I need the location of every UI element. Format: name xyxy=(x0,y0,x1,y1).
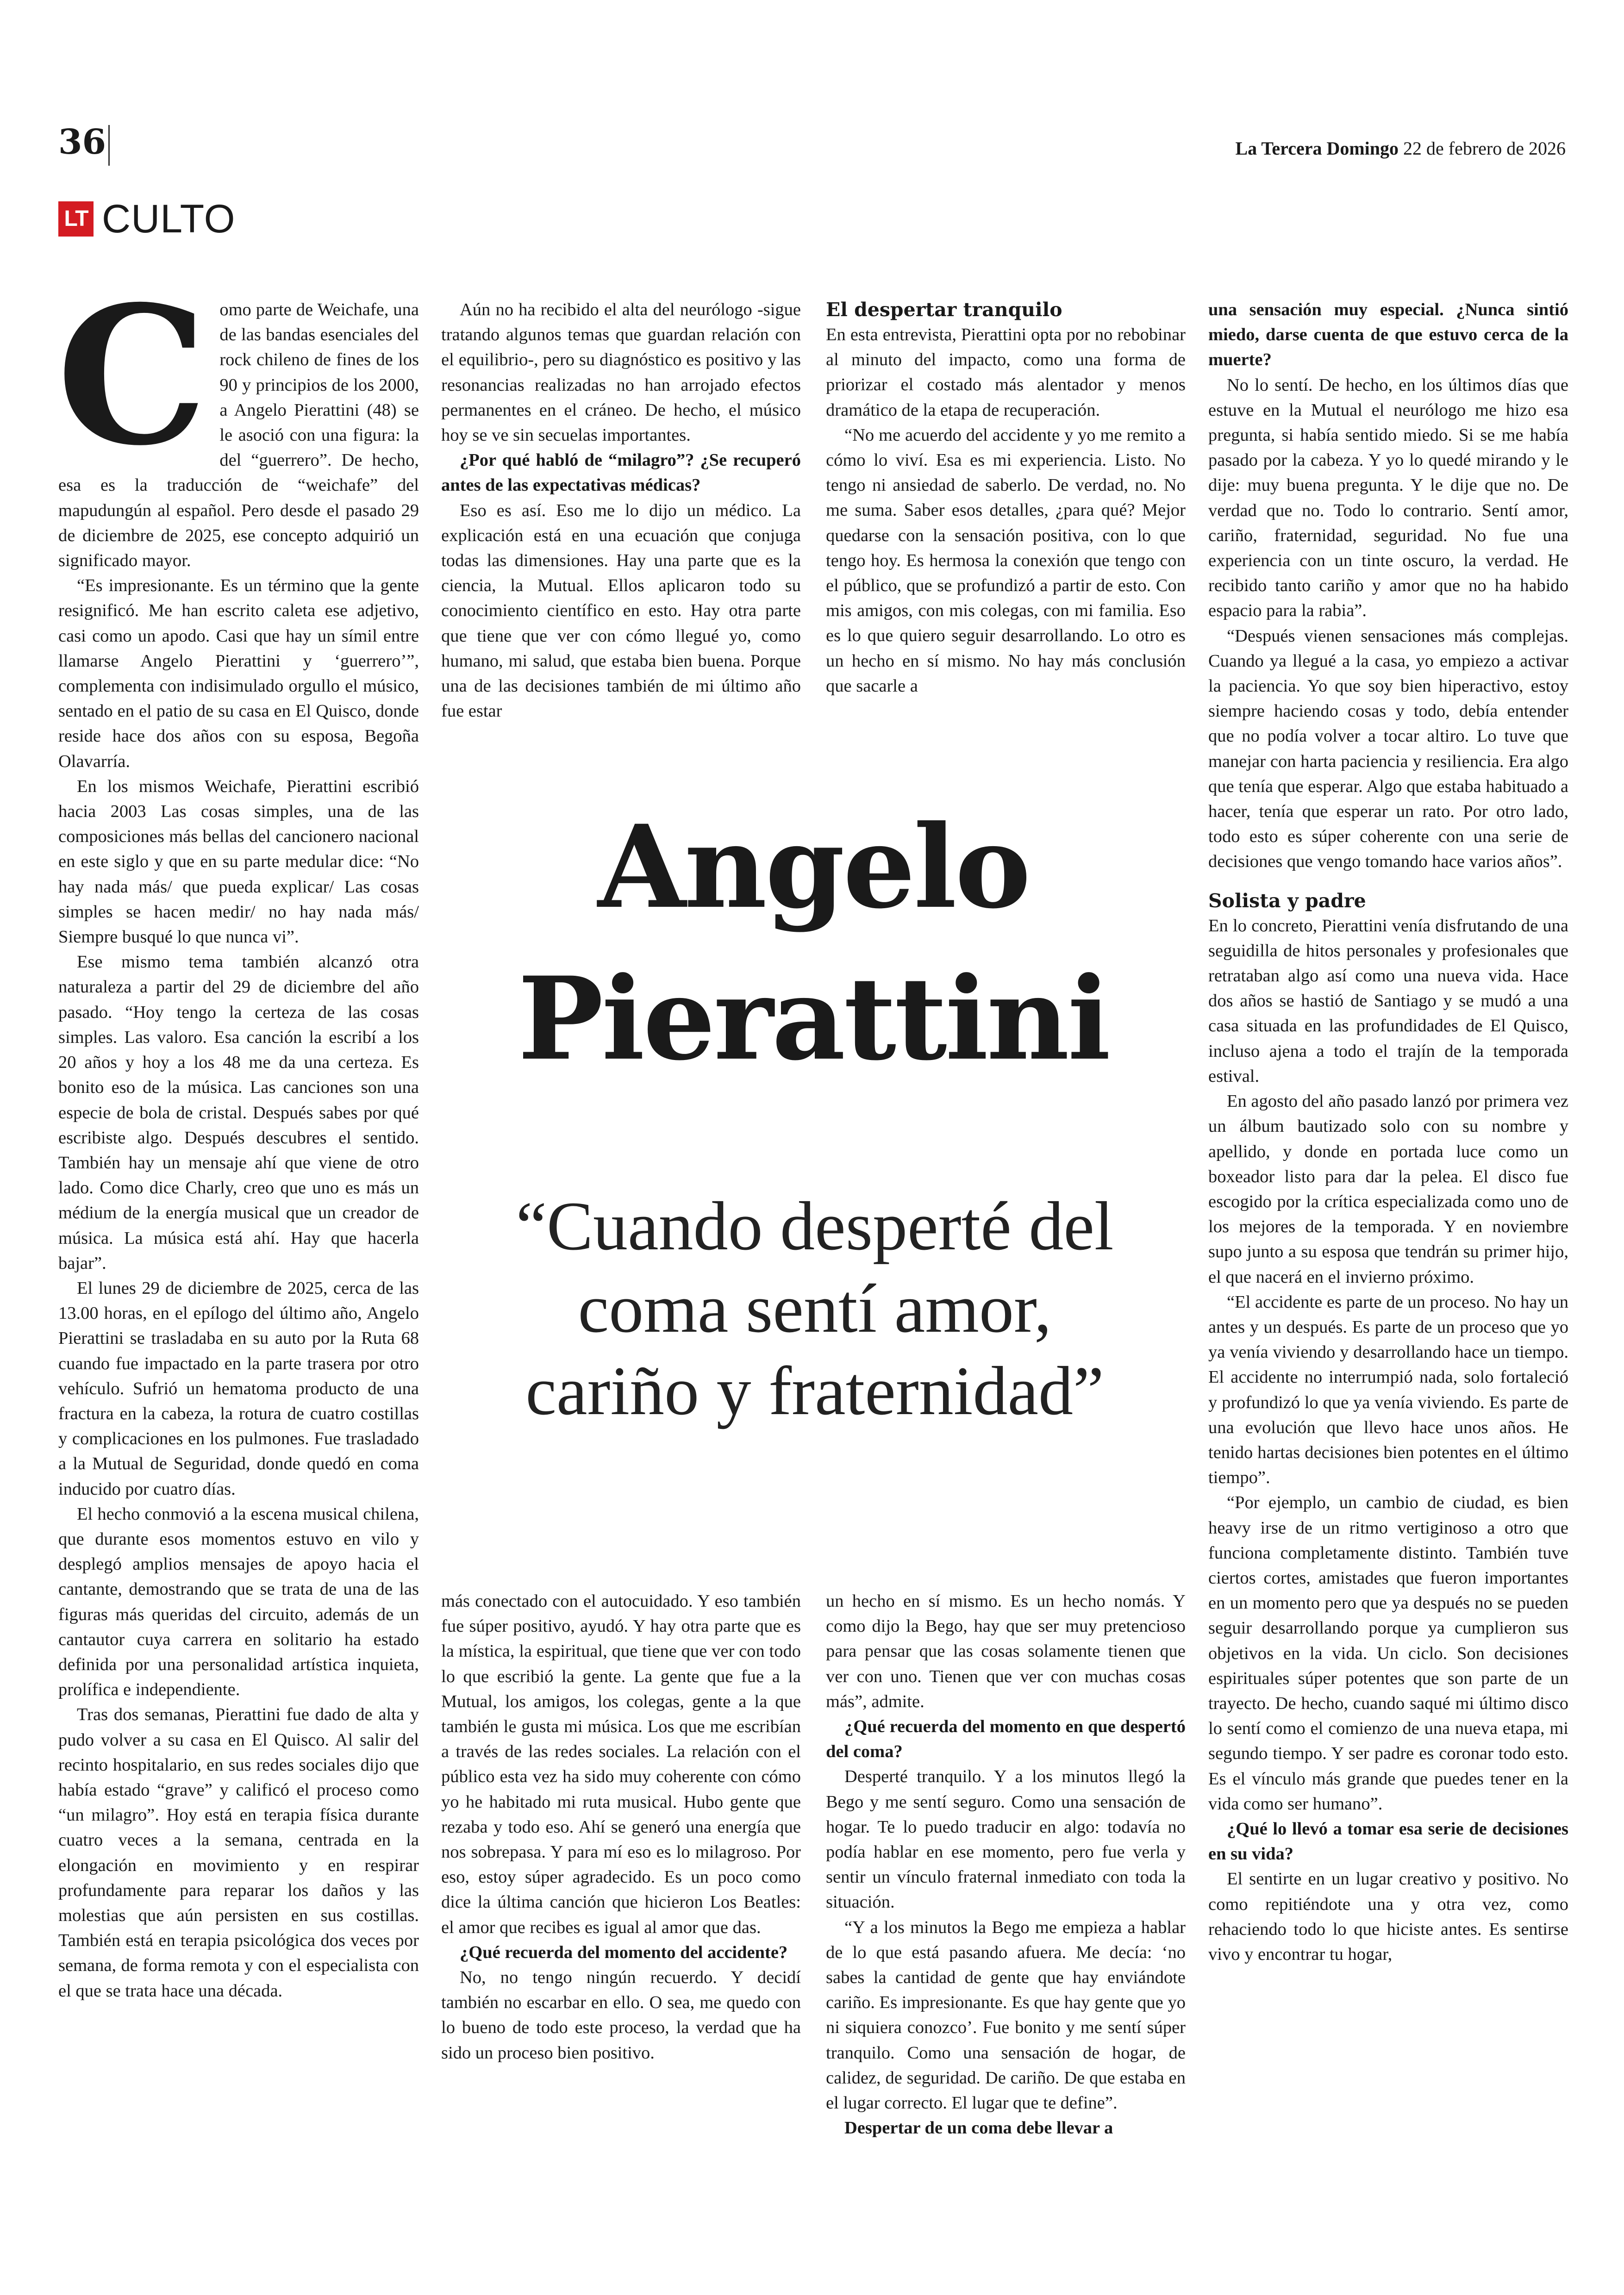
paragraph: omo parte de Weichafe, una de las bandas esenciales del rock chileno de fines de los 90 y principios de los 2000, a Angelo Pierattini (48) se le asoció con una figura: la del “guerrero”. De hecho, esa es la traducción de “weichafe” del mapudungún al español. Pero desde el pasado 29 de diciembre de 2025, ese concepto adquirió un significado mayor. xyxy=(58,300,419,571)
interview-question: ¿Por qué habló de “milagro”? ¿Se recuperó antes de las expectativas médicas? xyxy=(441,450,801,495)
paragraph: Tras dos semanas, Pierattini fue dado de alta y pudo volver a su casa en El Quisco. Al salir del recinto hospitalario, en sus redes sociales dijo que había estado “grave” y calificó el proceso como “un milagro”. Hoy está en terapia física durante cuatro veces a la semana, centrada en la elongación en movimiento y en respirar profundamente para reparar los daños y las molestias que aún persisten en sus costillas. También está en terapia psicológica dos veces por semana, de forma remota y con el especialista con el que se trata hace una década. xyxy=(58,1705,419,2001)
interview-question: ¿Qué recuerda del momento del accidente? xyxy=(460,1942,788,1962)
paragraph: El lunes 29 de diciembre de 2025, cerca de las 13.00 horas, en el epílogo del último año, Angelo Pierattini se trasladaba en su auto por la Ruta 68 cuando fue impactado en la parte trasera por otro vehículo. Sufrió un hematoma producto de una fractura en la cabeza, la rotura de cuatro costillas y complicaciones en los pulmones. Fue trasladado a la Mutual de Seguridad, donde quedó en coma inducido por cuatro días. xyxy=(58,1278,419,1499)
paragraph: un hecho en sí mismo. Es un hecho nomás. Y como dijo la Bego, hay que ser muy pretencioso para pensar que las cosas solamente tienen que ver con uno. Tienen que ver con muchas cosas más”, admite. xyxy=(826,1591,1186,1711)
article-column-2-top xyxy=(441,297,801,723)
drop-cap: C xyxy=(56,264,208,487)
headline xyxy=(441,792,1186,1095)
paragraph: Ese mismo tema también alcanzó otra naturaleza a partir del 29 de diciembre del año pasado. “Hoy tengo la certeza de las cosas simples. Las valoro. Esa canción la escribí a los 20 años y hoy a los 48 me da una certeza. Es bonito eso de la música. Las canciones son una especie de bola de cristal. Después sabes por qué escribiste algo. Después descubres el sentido. También hay un mensaje ahí que viene de otro lado. Como dice Charly, creo que uno es más un médium de la energía musical que un creador de música. La música está ahí. Hay que hacerla bajar”. xyxy=(58,952,419,1273)
headline-line: Angelo xyxy=(598,800,1029,934)
paragraph: “Después vienen sensaciones más complejas. Cuando ya llegué a la casa, yo empiezo a activar la paciencia. Yo que soy bien hiperactivo, estoy siempre haciendo cosas y todo, debía entender que no podía volver a tocar altiro. Lo tuve que manejar con harta paciencia y resiliencia. Era algo que tenía que esperar. Algo que estaba habituado a hacer, tenía que esperar un rato. Por otro lado, todo esto es súper coherente con una serie de decisiones que vengo tomando hace varios años”. xyxy=(1208,626,1568,872)
interview-question: Despertar de un coma debe llevar a xyxy=(844,2118,1113,2138)
paragraph: Desperté tranquilo. Y a los minutos llegó la Bego y me sentí seguro. Como una sensación de hogar. Te lo puedo traducir en algo: todavía no podía hablar en ese momento, pero fue verla y sentir un vínculo fraternal inmediato con toda la situación. xyxy=(826,1767,1186,1912)
section-logo xyxy=(58,199,236,239)
publication-line xyxy=(1235,137,1566,160)
paragraph: “Por ejemplo, un cambio de ciudad, es bien heavy irse de un ritmo vertiginoso a otro que funciona completamente distinto. También tuve ciertos cortes, amistades que fueron importantes en un momento pero que ya después no se pueden seguir desarrollando porque ya cumplieron sus objetivos en la vida. Un ciclo. Son decisiones espirituales súper potentes que son parte de un trayecto. De hecho, cuando saqué mi último disco lo sentí como el comienzo de una nueva etapa, mi segundo tiempo. Y ser padre es coronar todo esto. Es el vínculo más grande que puedes tener en la vida como ser humano”. xyxy=(1208,1493,1568,1814)
paragraph: “Y a los minutos la Bego me empieza a hablar de lo que está pasando afuera. Me decía: ‘no sabes la cantidad de gente que hay enviándote cariño. Es impresionante. Es que hay gente que yo ni siquiera conozco’. Fue bonito y me sentí súper tranquilo. Como una sensación de hogar, de calidez, de seguridad. De cariño. De que estaba en el lugar correcto. El lugar que te define”. xyxy=(826,1917,1186,2113)
page-number: 36 xyxy=(58,122,106,162)
article-column-3-top xyxy=(826,297,1186,698)
lt-logo-icon: LT xyxy=(58,201,94,237)
pull-quote: “Cuando desperté del coma sentí amor, cariño y fraternidad” xyxy=(516,1188,1114,1429)
article-column-2-bottom xyxy=(441,1589,801,2065)
interview-question: ¿Qué recuerda del momento en que despertó del coma? xyxy=(826,1717,1186,1762)
paragraph: En lo concreto, Pierattini venía disfrutando de una seguidilla de hitos personales y profesionales que retrataban algo así como una nueva vida. Hace dos años se hastió de Santiago y se mudó a una casa situada en las profundidades de El Quisco, incluso ajena a todo el trajín de la temporada estival. xyxy=(1208,916,1568,1086)
paragraph: No lo sentí. De hecho, en los últimos días que estuve en la Mutual el neurólogo me hizo esa pregunta, si había sentido miedo. Si se me había pasado por la cabeza. Y yo lo quedé mirando y le dije: muy buena pregunta. Y le dije que no. De verdad que no. Todo lo contrario. Sentí amor, cariño, fraternidad, seguridad. No fue una experiencia con un tinte oscuro, la verdad. He recibido tanto cariño y amor que no ha habido espacio para la rabia”. xyxy=(1208,375,1568,621)
paragraph: El sentirte en un lugar creativo y positivo. No como repitiéndote una y otra vez, como rehaciendo todo lo que hiciste antes. Es sentirse vivo y encontrar tu hogar, xyxy=(1208,1869,1568,1964)
paragraph: No, no tengo ningún recuerdo. Y decidí también no escarbar en ello. O sea, me quedo con lo bueno de todo este proceso, la verdad que ha sido un proceso bien positivo. xyxy=(441,1968,801,2063)
paragraph: El hecho conmovió a la escena musical chilena, que durante esos momentos estuvo en vilo y desplegó amplios mensajes de apoyo hacia el cantante, demostrando que se trata de una de las figuras más queridas del circuito, además de un cantautor cuya carrera en solitario ha estado definida por una personalidad artística inquieta, prolífica e independiente. xyxy=(58,1504,419,1700)
interview-question: ¿Qué lo llevó a tomar esa serie de decisiones en su vida? xyxy=(1208,1819,1568,1864)
publication-name: La Tercera Domingo xyxy=(1235,138,1399,159)
page-number-divider xyxy=(108,125,110,166)
publication-date: 22 de febrero de 2026 xyxy=(1403,138,1566,159)
paragraph: En los mismos Weichafe, Pierattini escribió hacia 2003 Las cosas simples, una de las composiciones más bellas del cancionero nacional en este siglo y que en su parte medular dice: “No hay nada más/ que pueda explicar/ Las cosas simples se hacen medir/ no hay nada más/ Siempre busqué lo que nunca vi”. xyxy=(58,776,419,947)
paragraph: más conectado con el autocuidado. Y eso también fue súper positivo, ayudó. Y hay otra parte que es la mística, la espiritual, que tiene que ver con todo lo que escribió la gente. La gente que fue a la Mutual, los amigos, los colegas, gente a la que también le gusta mi música. Los que me escribían a través de las redes sociales. La relación con el público esta vez ha sido muy coherente con cómo yo he habitado mi ruta musical. Hubo gente que rezaba y todo eso. Ahí se generó una energía que nos sobrepasa. Y para mí eso es lo milagroso. Por eso, estoy súper agradecido. Es un poco como dice la última canción que hicieron Los Beatles: el amor que recibes es igual al amor que das. xyxy=(441,1591,801,1937)
article-column-4 xyxy=(1208,297,1568,1967)
paragraph: “Es impresionante. Es un término que la gente resignificó. Me han escrito caleta ese adjetivo, casi como un apodo. Casi que hay un símil entre llamarse Angelo Pierattini y ‘guerrero’”, complementa con indisimulado orgullo el músico, sentado en el patio de su casa en El Quisco, donde reside hace dos años con su esposa, Begoña Olavarría. xyxy=(58,576,419,771)
paragraph: “El accidente es parte de un proceso. No hay un antes y un después. Es parte de un proceso que yo ya venía viviendo y desarrollando hace un tiempo. El accidente no interrumpió nada, solo fortaleció y profundizó lo que ya venía viviendo. Es parte de una evolución que llevo hace unos años. He tenido hartas decisiones bien potentes en el último tiempo”. xyxy=(1208,1292,1568,1488)
paragraph: En agosto del año pasado lanzó por primera vez un álbum bautizado solo con su nombre y apellido, y donde en portada luce como un boxeador listo para dar la pelea. El disco fue escogido por la crítica especializada como uno de los mejores de la temporada. Y en noviembre supo junto a su esposa que tendrán su primer hijo, el que nacerá en el invierno próximo. xyxy=(1208,1091,1568,1287)
section-name: CULTO xyxy=(102,197,236,241)
interview-question-continued: una sensación muy especial. ¿Nunca sintió miedo, darse cuenta de que estuvo cerca de la muerte? xyxy=(1208,300,1568,370)
paragraph: “No me acuerdo del accidente y yo me remito a cómo lo viví. Esa es mi experiencia. Listo. No tengo ni ansiedad de saberlo. De verdad, no. No me suma. Saber esos detalles, ¿para qué? Mejor quedarse con la sensación positiva, con lo que tengo hoy. Es hermosa la conexión que tengo con el público, que se profundizó a partir de esto. Con mis amigos, con mis colegas, con mi familia. Eso es lo que quiero seguir desarrollando. Lo otro es un hecho en sí mismo. No hay más conclusión que sacarle a xyxy=(826,425,1186,696)
headline-line: Pierattini xyxy=(518,952,1109,1086)
subheading: El despertar tranquilo xyxy=(826,299,1062,321)
subheading: Solista y padre xyxy=(1208,889,1366,912)
paragraph: Aún no ha recibido el alta del neurólogo -sigue tratando algunos temas que guardan relación con el equilibrio-, pero su diagnóstico es positivo y las resonancias realizadas no han arrojado efectos permanentes en el cráneo. De hecho, el músico hoy se ve sin secuelas importantes. xyxy=(441,300,801,445)
article-column-3-bottom xyxy=(826,1589,1186,2140)
paragraph: Eso es así. Eso me lo dijo un médico. La explicación está en una ecuación que conjuga todas las dimensiones. Hay una parte que es la ciencia, la Mutual. Ellos aplicaron todo su conocimiento científico en esto. Hay otra parte que tiene que ver con cómo llegué yo, como humano, mi salud, que estaba bien buena. Porque una de las decisiones también de mi último año fue estar xyxy=(441,500,801,721)
paragraph: En esta entrevista, Pierattini opta por no rebobinar al minuto del impacto, como una forma de priorizar el costado más alentador y menos dramático de la etapa de recuperación. xyxy=(826,325,1186,420)
article-column-1 xyxy=(56,264,419,2003)
